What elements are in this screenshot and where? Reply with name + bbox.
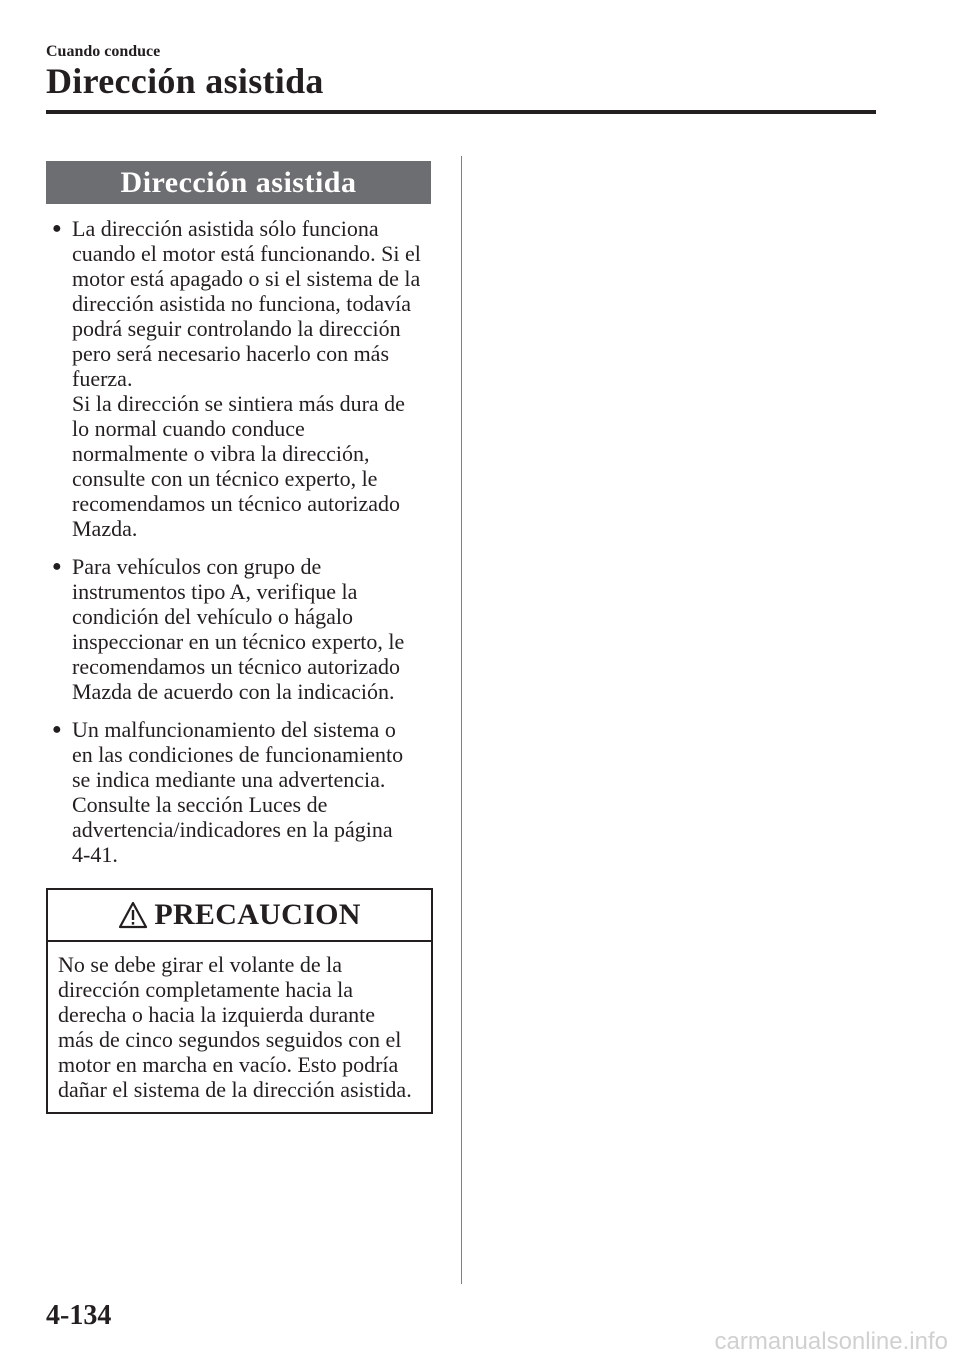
bullet-text: La dirección asistida sólo funciona cuando el motor está funcionando. Si el motor está apagado o si el sistema de la dirección asistida no funciona, todavía podrá seguir controlando la dirección pero será necesario hacerlo con más fuerza. Si la dirección se sintiera más dura de lo normal cuando conduce normalmente o vibra la dirección, consulte con un técnico experto, le recomendamos un técnico autorizado Mazda. <box>72 216 421 541</box>
caution-header <box>48 890 431 942</box>
section-title-banner: Dirección asistida <box>46 161 431 204</box>
bullet-dot-icon: ● <box>52 220 62 237</box>
bullet-item <box>46 717 440 867</box>
bullet-list <box>46 216 440 880</box>
watermark: carmanualsonline.info <box>714 1328 948 1355</box>
page-heading: Dirección asistida <box>46 61 324 101</box>
page-number: 4-134 <box>46 1300 112 1331</box>
bullet-dot-icon: ● <box>52 721 62 738</box>
caution-box <box>46 888 433 1114</box>
running-head: Cuando conduce <box>46 43 161 60</box>
heading-rule <box>46 110 876 114</box>
bullet-dot-icon: ● <box>52 558 62 575</box>
caution-body: No se debe girar el volante de la dirección completamente hacia la derecha o hacia la izquierda durante más de cinco segundos seguidos con el motor en marcha en vacío. Esto podría dañar el sistema de la dirección asistida. <box>58 952 412 1102</box>
column-divider <box>461 156 462 1284</box>
bullet-item <box>46 554 440 704</box>
warning-triangle-icon <box>118 901 148 929</box>
bullet-text: Para vehículos con grupo de instrumentos tipo A, verifique la condición del vehículo o hágalo inspeccionar en un técnico experto, le recomendamos un técnico autorizado Mazda de acuerdo con la indicación. <box>72 554 405 704</box>
caution-title: PRECAUCION <box>154 898 361 931</box>
bullet-text: Un malfuncionamiento del sistema o en las condiciones de funcionamiento se indica mediante una advertencia. Consulte la sección Luces de advertencia/indicadores en la página 4-41. <box>72 717 404 867</box>
bullet-item <box>46 216 440 541</box>
